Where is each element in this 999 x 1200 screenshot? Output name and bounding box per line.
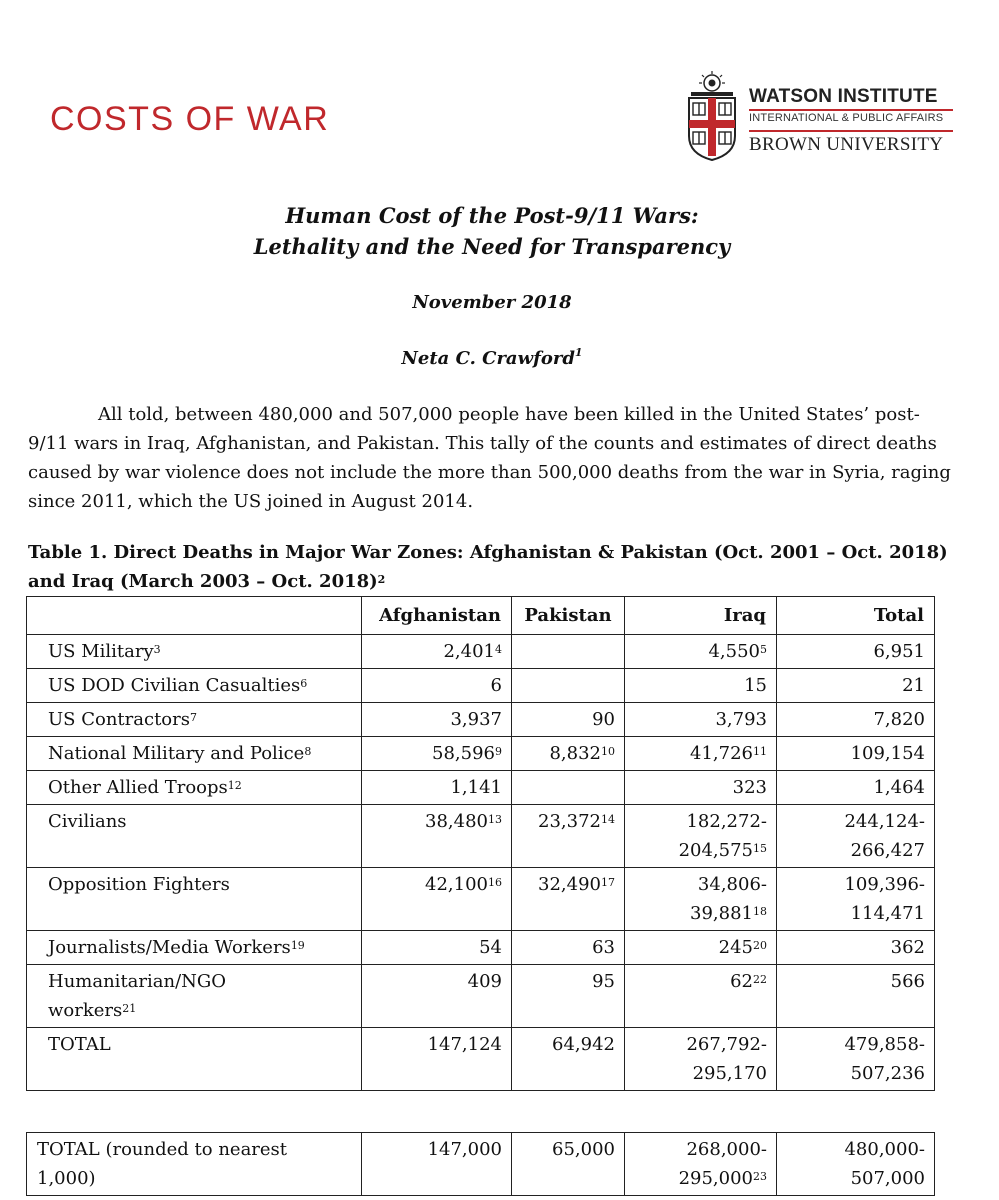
author-name: Neta C. Crawford [401,348,575,369]
institute-divider-bottom [749,130,953,132]
cell-iraq-footnote: 18 [753,905,767,918]
cell-pakistan [512,1028,625,1091]
rounded-total-total-text: 480,000- [844,1139,925,1160]
rounded-total-iraq-footnote: 23 [753,1170,767,1183]
rounded-total-iraq-text: 268,000- [686,1139,767,1160]
cell-afghanistan [362,1028,512,1091]
rounded-total-pakistan [512,1133,625,1196]
cell-pakistan [512,669,625,703]
author-footnote: 1 [574,346,583,359]
cell-pakistan [512,965,625,1028]
rounded-total-label-text: TOTAL (rounded to nearest [37,1139,288,1160]
table-row [27,931,935,965]
rounded-total-row [27,1133,935,1196]
row-label-text: TOTAL [48,1034,111,1055]
cell-pakistan-text: 95 [592,971,615,992]
row-label-text: workers [48,1000,123,1021]
cell-iraq-text: 204,575 [678,840,753,861]
cell-iraq [625,965,777,1028]
row-label-footnote: 21 [122,1002,137,1015]
cell-afghanistan [362,737,512,771]
cell-total-text: 566 [890,971,925,992]
cell-iraq [625,703,777,737]
brown-university-seal-icon [683,70,741,162]
cell-iraq [625,669,777,703]
cell-pakistan [512,868,625,931]
intro-text: All told, between 480,000 and 507,000 people have been killed in the United States’ post-9/11 wars in Iraq, Afghanistan, and Pakistan. This tally of the counts and estimates of direct deaths caused by war violence does not include the more than 500,000 deaths from the war in Syria, raging since 2011, which the US joined in August 2014. [28,404,951,512]
cell-afghanistan-footnote: 13 [488,813,502,826]
cell-afghanistan-text: 42,100 [425,874,488,895]
row-label-footnote: 7 [190,711,197,724]
intro-paragraph [28,400,958,516]
row-label-footnote: 8 [304,745,312,758]
cell-total [777,965,935,1028]
rounded-total-total [777,1133,935,1196]
cell-pakistan [512,737,625,771]
table-row [27,868,935,931]
row-label [27,737,362,771]
direct-deaths-table [26,596,935,1091]
cell-pakistan [512,771,625,805]
cell-total [777,868,935,931]
rounded-total-pakistan-text: 65,000 [552,1139,615,1160]
cell-pakistan [512,931,625,965]
cell-total [777,669,935,703]
header-pakistan: Pakistan [512,597,625,635]
row-label-text: Journalists/Media Workers [48,937,291,958]
table-row [27,805,935,868]
cell-iraq [625,737,777,771]
cell-afghanistan-text: 58,596 [432,743,495,764]
cell-afghanistan-text: 6 [490,675,502,696]
cell-total [777,635,935,669]
cell-iraq-text: 295,170 [692,1063,767,1084]
cell-total-text: 507,236 [850,1063,925,1084]
cell-pakistan-footnote: 17 [601,876,615,889]
rounded-total-iraq-text: 295,000 [678,1168,753,1189]
rounded-total-label [27,1133,362,1196]
cell-total [777,805,935,868]
cell-iraq [625,771,777,805]
row-label-text: US Military [48,641,154,662]
cell-afghanistan-footnote: 4 [495,643,502,656]
header-iraq: Iraq [625,597,777,635]
report-title-line-2: Lethality and the Need for Transparency [253,234,731,259]
cell-iraq-footnote: 22 [753,973,767,986]
table-row [27,965,935,1028]
cell-iraq-text: 41,726 [690,743,753,764]
table-header-row [27,597,935,635]
header-empty [27,597,362,635]
cell-afghanistan [362,805,512,868]
cell-total-text: 362 [890,937,925,958]
institute-divider-top [749,109,953,111]
cell-iraq-text: 62 [730,971,753,992]
cell-pakistan [512,635,625,669]
cell-afghanistan-footnote: 16 [488,876,502,889]
table-row [27,669,935,703]
cell-total-text: 479,858- [844,1034,925,1055]
row-label [27,931,362,965]
cell-total-text: 21 [902,675,925,696]
cell-afghanistan-text: 3,937 [450,709,502,730]
cell-total-text: 7,820 [873,709,925,730]
cell-total-text: 266,427 [850,840,925,861]
cell-pakistan [512,805,625,868]
cell-pakistan-text: 8,832 [549,743,601,764]
row-label-footnote: 19 [290,939,305,952]
cell-pakistan-text: 32,490 [538,874,601,895]
row-label [27,868,362,931]
cell-afghanistan [362,669,512,703]
cell-pakistan-text: 64,942 [552,1034,615,1055]
cell-iraq-text: 15 [744,675,767,696]
costs-of-war-logo: COSTS OF WAR [50,100,330,138]
cell-afghanistan [362,771,512,805]
cell-iraq [625,931,777,965]
cell-pakistan-text: 90 [592,709,615,730]
rounded-total-afghanistan [362,1133,512,1196]
rounded-total-iraq [625,1133,777,1196]
row-label-text: Other Allied Troops [48,777,228,798]
row-label-footnote: 3 [153,643,161,656]
cell-total [777,931,935,965]
cell-iraq [625,1028,777,1091]
cell-iraq-text: 245 [718,937,753,958]
cell-total-text: 109,396- [844,874,925,895]
row-label-text: National Military and Police [48,743,305,764]
cell-afghanistan [362,868,512,931]
cell-iraq-footnote: 20 [753,939,767,952]
watson-institute-logo [683,70,973,170]
cell-afghanistan [362,931,512,965]
row-label [27,669,362,703]
cell-pakistan [512,703,625,737]
row-label-text: US Contractors [48,709,190,730]
cell-afghanistan-text: 2,401 [443,641,495,662]
cell-iraq [625,805,777,868]
row-label [27,771,362,805]
cell-iraq [625,868,777,931]
cell-pakistan-text: 23,372 [538,811,601,832]
institute-name: WATSON INSTITUTE [749,86,938,107]
cell-afghanistan-footnote: 9 [495,745,502,758]
cell-total-text: 1,464 [873,777,925,798]
row-label [27,805,362,868]
row-label-text: Civilians [48,811,127,832]
cell-total [777,771,935,805]
cell-iraq-footnote: 11 [753,745,767,758]
cell-pakistan-text: 63 [592,937,615,958]
row-label-text: Humanitarian/NGO [48,971,227,992]
row-label [27,635,362,669]
table-caption-footnote: 2 [377,573,386,586]
report-author [0,348,984,369]
cell-total-text: 114,471 [850,903,925,924]
cell-afghanistan-text: 409 [467,971,502,992]
row-label [27,965,362,1028]
rounded-total-table [26,1132,935,1196]
row-label-footnote: 6 [300,677,308,690]
cell-afghanistan-text: 147,124 [427,1034,502,1055]
table-row [27,635,935,669]
cell-afghanistan-text: 54 [479,937,502,958]
cell-iraq-text: 3,793 [715,709,767,730]
cell-afghanistan-text: 1,141 [450,777,502,798]
report-date: November 2018 [412,292,572,313]
cell-total [777,1028,935,1091]
row-label-text: US DOD Civilian Casualties [48,675,301,696]
rounded-total-afghanistan-text: 147,000 [427,1139,502,1160]
university-name: BROWN UNIVERSITY [749,134,944,155]
cell-total-text: 244,124- [844,811,925,832]
cell-afghanistan [362,965,512,1028]
header-afghanistan: Afghanistan [362,597,512,635]
rounded-total-label-text: 1,000) [37,1168,96,1189]
cell-iraq-text: 323 [732,777,767,798]
cell-afghanistan [362,635,512,669]
institute-subtitle: INTERNATIONAL & PUBLIC AFFAIRS [749,112,944,124]
table-caption-text: Table 1. Direct Deaths in Major War Zones: Afghanistan & Pakistan (Oct. 2001 – Oct. 2018) and Iraq (March 2003 – Oct. 2018) [28,542,948,592]
table-row [27,737,935,771]
cell-iraq-footnote: 15 [753,842,767,855]
cell-iraq [625,635,777,669]
cell-iraq-text: 267,792- [686,1034,767,1055]
report-title-line-1: Human Cost of the Post-9/11 Wars: [285,203,699,228]
cell-iraq-footnote: 5 [760,643,767,656]
cell-total-text: 109,154 [850,743,925,764]
table-row [27,771,935,805]
cell-total-text: 6,951 [873,641,925,662]
cell-total [777,737,935,771]
rounded-total-total-text: 507,000 [850,1168,925,1189]
row-label-footnote: 12 [227,779,242,792]
cell-iraq-text: 182,272- [686,811,767,832]
row-label [27,1028,362,1091]
table-row [27,703,935,737]
cell-iraq-text: 39,881 [690,903,753,924]
cell-pakistan-footnote: 10 [601,745,615,758]
table-caption [28,538,968,596]
table-row [27,1028,935,1091]
cell-afghanistan [362,703,512,737]
header-total: Total [777,597,935,635]
cell-pakistan-footnote: 14 [601,813,615,826]
row-label [27,703,362,737]
cell-afghanistan-text: 38,480 [425,811,488,832]
cell-total [777,703,935,737]
cell-iraq-text: 34,806- [697,874,767,895]
cell-iraq-text: 4,550 [708,641,760,662]
row-label-text: Opposition Fighters [48,874,230,895]
